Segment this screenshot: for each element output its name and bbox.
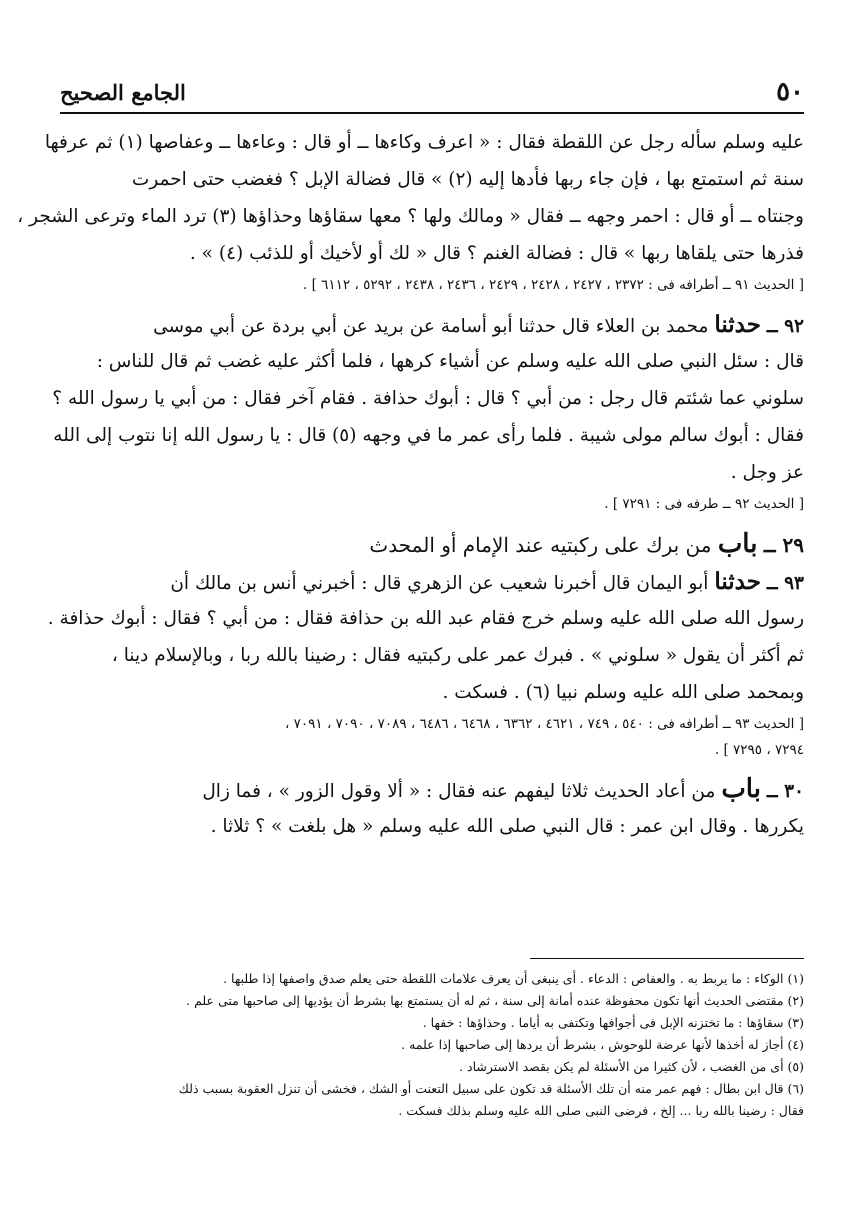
hadith-93-references: [ الحديث ٩٣ ــ أطرافه فى : ٥٤٠ ، ٧٤٩ ، ٤٦٢١ ، ٦٣٦٢ ، ٦٤٦٨ ، ٦٤٨٦ ، ٧٠٨٩ ، ٧٠٩٠ ، ٧٠٩١ ، <box>285 716 804 732</box>
isnad-text: أبو اليمان قال أخبرنا شعيب عن الزهري قال : أخبرني أنس بن مالك أن <box>170 573 709 594</box>
haddathana-word: حدثنا <box>714 311 761 338</box>
hadith-number: ٩٢ ــ <box>766 316 804 337</box>
chapter-number: ٣٠ ــ <box>766 781 804 802</box>
hadith-92-references: [ الحديث ٩٢ ــ طرفه فى : ٧٢٩١ ] . <box>604 496 804 512</box>
chapter-30 <box>60 771 804 845</box>
footnote: (٢) مقتضى الحديث أنها تكون محفوظة عنده أمانة إلى سنة ، ثم له أن يستمتع بها بشرط أن يؤديها إلى صاحبها متى علم . <box>186 993 804 1008</box>
footnote: (٣) سقاؤها : ما تختزنه الإبل فى أجوافها وتكتفى به أياما . وحذاؤها : خفها . <box>422 1015 804 1030</box>
hadith-93 <box>47 563 804 711</box>
page-number: ٥٠ <box>776 77 804 107</box>
footnote: (٤) أجاز له أخذها لأنها عرضة للوحوش ، بشرط أن يردها إلى صاحبها إذا علمه . <box>401 1037 804 1052</box>
text-line: سنة ثم استمتع بها ، فإن جاء ربها فأدها إليه (٢) » قال فضالة الإبل ؟ فغضب حتى احمرت <box>131 169 804 190</box>
footnote: (١) الوكاء : ما يربط به . والعفاص : الدعاء . أى ينبغى أن يعرف علامات اللقطة حتى يعلم صدق واصفها إذا طلبها . <box>223 971 804 986</box>
text-line: قال : سئل النبي صلى الله عليه وسلم عن أشياء كرهها ، فلما أكثر عليه غضب ثم قال للناس : <box>96 351 804 372</box>
text-line: عز وجل . <box>730 462 804 483</box>
chapter-title: من برك على ركبتيه عند الإمام أو المحدث <box>369 533 712 557</box>
chapter-title: من أعاد الحديث ثلاثا ليفهم عنه فقال : « ألا وقول الزور » ، فما زال <box>202 781 716 802</box>
page-body <box>17 124 804 845</box>
haddathana-word: حدثنا <box>714 568 761 595</box>
text-line: رسول الله صلى الله عليه وسلم خرج فقام عبد الله بن حذافة فقال : من أبي ؟ فقال : أبوك حذافة . <box>47 608 804 629</box>
footnote: فقال : رضينا بالله ربا ... إلخ ، فرضى النبى صلى الله عليه وسلم بذلك فسكت . <box>398 1103 804 1118</box>
footnote-divider <box>530 958 804 959</box>
text-line: وجنتاه ــ أو قال : احمر وجهه ــ فقال « ومالك ولها ؟ معها سقاؤها وحذاؤها (٣) ترد الماء وترعى الشجر ، <box>17 206 804 227</box>
running-title: الجامع الصحيح <box>60 79 186 105</box>
isnad-text: محمد بن العلاء قال حدثنا أبو أسامة عن بريد عن أبي بردة عن أبي موسى <box>153 316 709 337</box>
hadith-92 <box>52 306 804 491</box>
hadith-93-first-line <box>60 563 804 600</box>
text-line: عليه وسلم سأله رجل عن اللقطة فقال : « اعرف وكاءها ــ أو قال : وعاءها ــ وعفاصها (١) ثم عرفها <box>44 132 804 153</box>
hadith-93-references-cont: ٧٢٩٤ ، ٧٢٩٥ ] . <box>714 742 804 758</box>
chapter-29-heading <box>60 525 804 563</box>
text-line: وبمحمد صلى الله عليه وسلم نبيا (٦) . فسكت . <box>442 682 804 703</box>
bab-word: باب <box>717 529 758 559</box>
hadith-91-continuation <box>17 124 804 272</box>
text-line: فقال : أبوك سالم مولى شيبة . فلما رأى عمر ما في وجهه (٥) قال : يا رسول الله إنا نتوب إلى الله <box>53 425 804 446</box>
footnotes <box>60 968 804 1122</box>
hadith-91-references: [ الحديث ٩١ ــ أطرافه فى : ٢٣٧٢ ، ٢٤٢٧ ، ٢٤٢٨ ، ٢٤٢٩ ، ٢٤٣٦ ، ٢٤٣٨ ، ٥٢٩٢ ، ٦١١٢ ] . <box>303 277 804 293</box>
bab-word: باب <box>721 774 761 804</box>
footnote: (٥) أى من الغضب ، لأن كثيرا من الأسئلة لم يكن بقصد الاسترشاد . <box>459 1059 804 1074</box>
hadith-92-first-line <box>60 306 804 343</box>
page-header <box>60 72 804 114</box>
text-line: ثم أكثر أن يقول « سلوني » . فبرك عمر على ركبتيه فقال : رضينا بالله ربا ، وبالإسلام دينا ، <box>111 645 804 666</box>
text-line: فذرها حتى يلقاها ربها » قال : فضالة الغنم ؟ قال « لك أو لأخيك أو للذئب (٤) » . <box>189 243 804 264</box>
text-line: يكررها . وقال ابن عمر : قال النبي صلى الله عليه وسلم « هل بلغت » ؟ ثلاثا . <box>210 816 804 837</box>
footnote: (٦) قال ابن بطال : فهم عمر منه أن تلك الأسئلة قد تكون على سبيل التعنت أو الشك ، فخشى أن تنزل العقوبة بسبب ذلك <box>178 1081 804 1096</box>
chapter-30-first-line <box>60 771 804 808</box>
hadith-number: ٩٣ ــ <box>766 573 804 594</box>
chapter-number: ٢٩ ــ <box>763 533 804 557</box>
text-line: سلوني عما شئتم قال رجل : من أبي ؟ قال : أبوك حذافة . فقام آخر فقال : من أبي يا رسول الله ؟ <box>52 388 804 409</box>
